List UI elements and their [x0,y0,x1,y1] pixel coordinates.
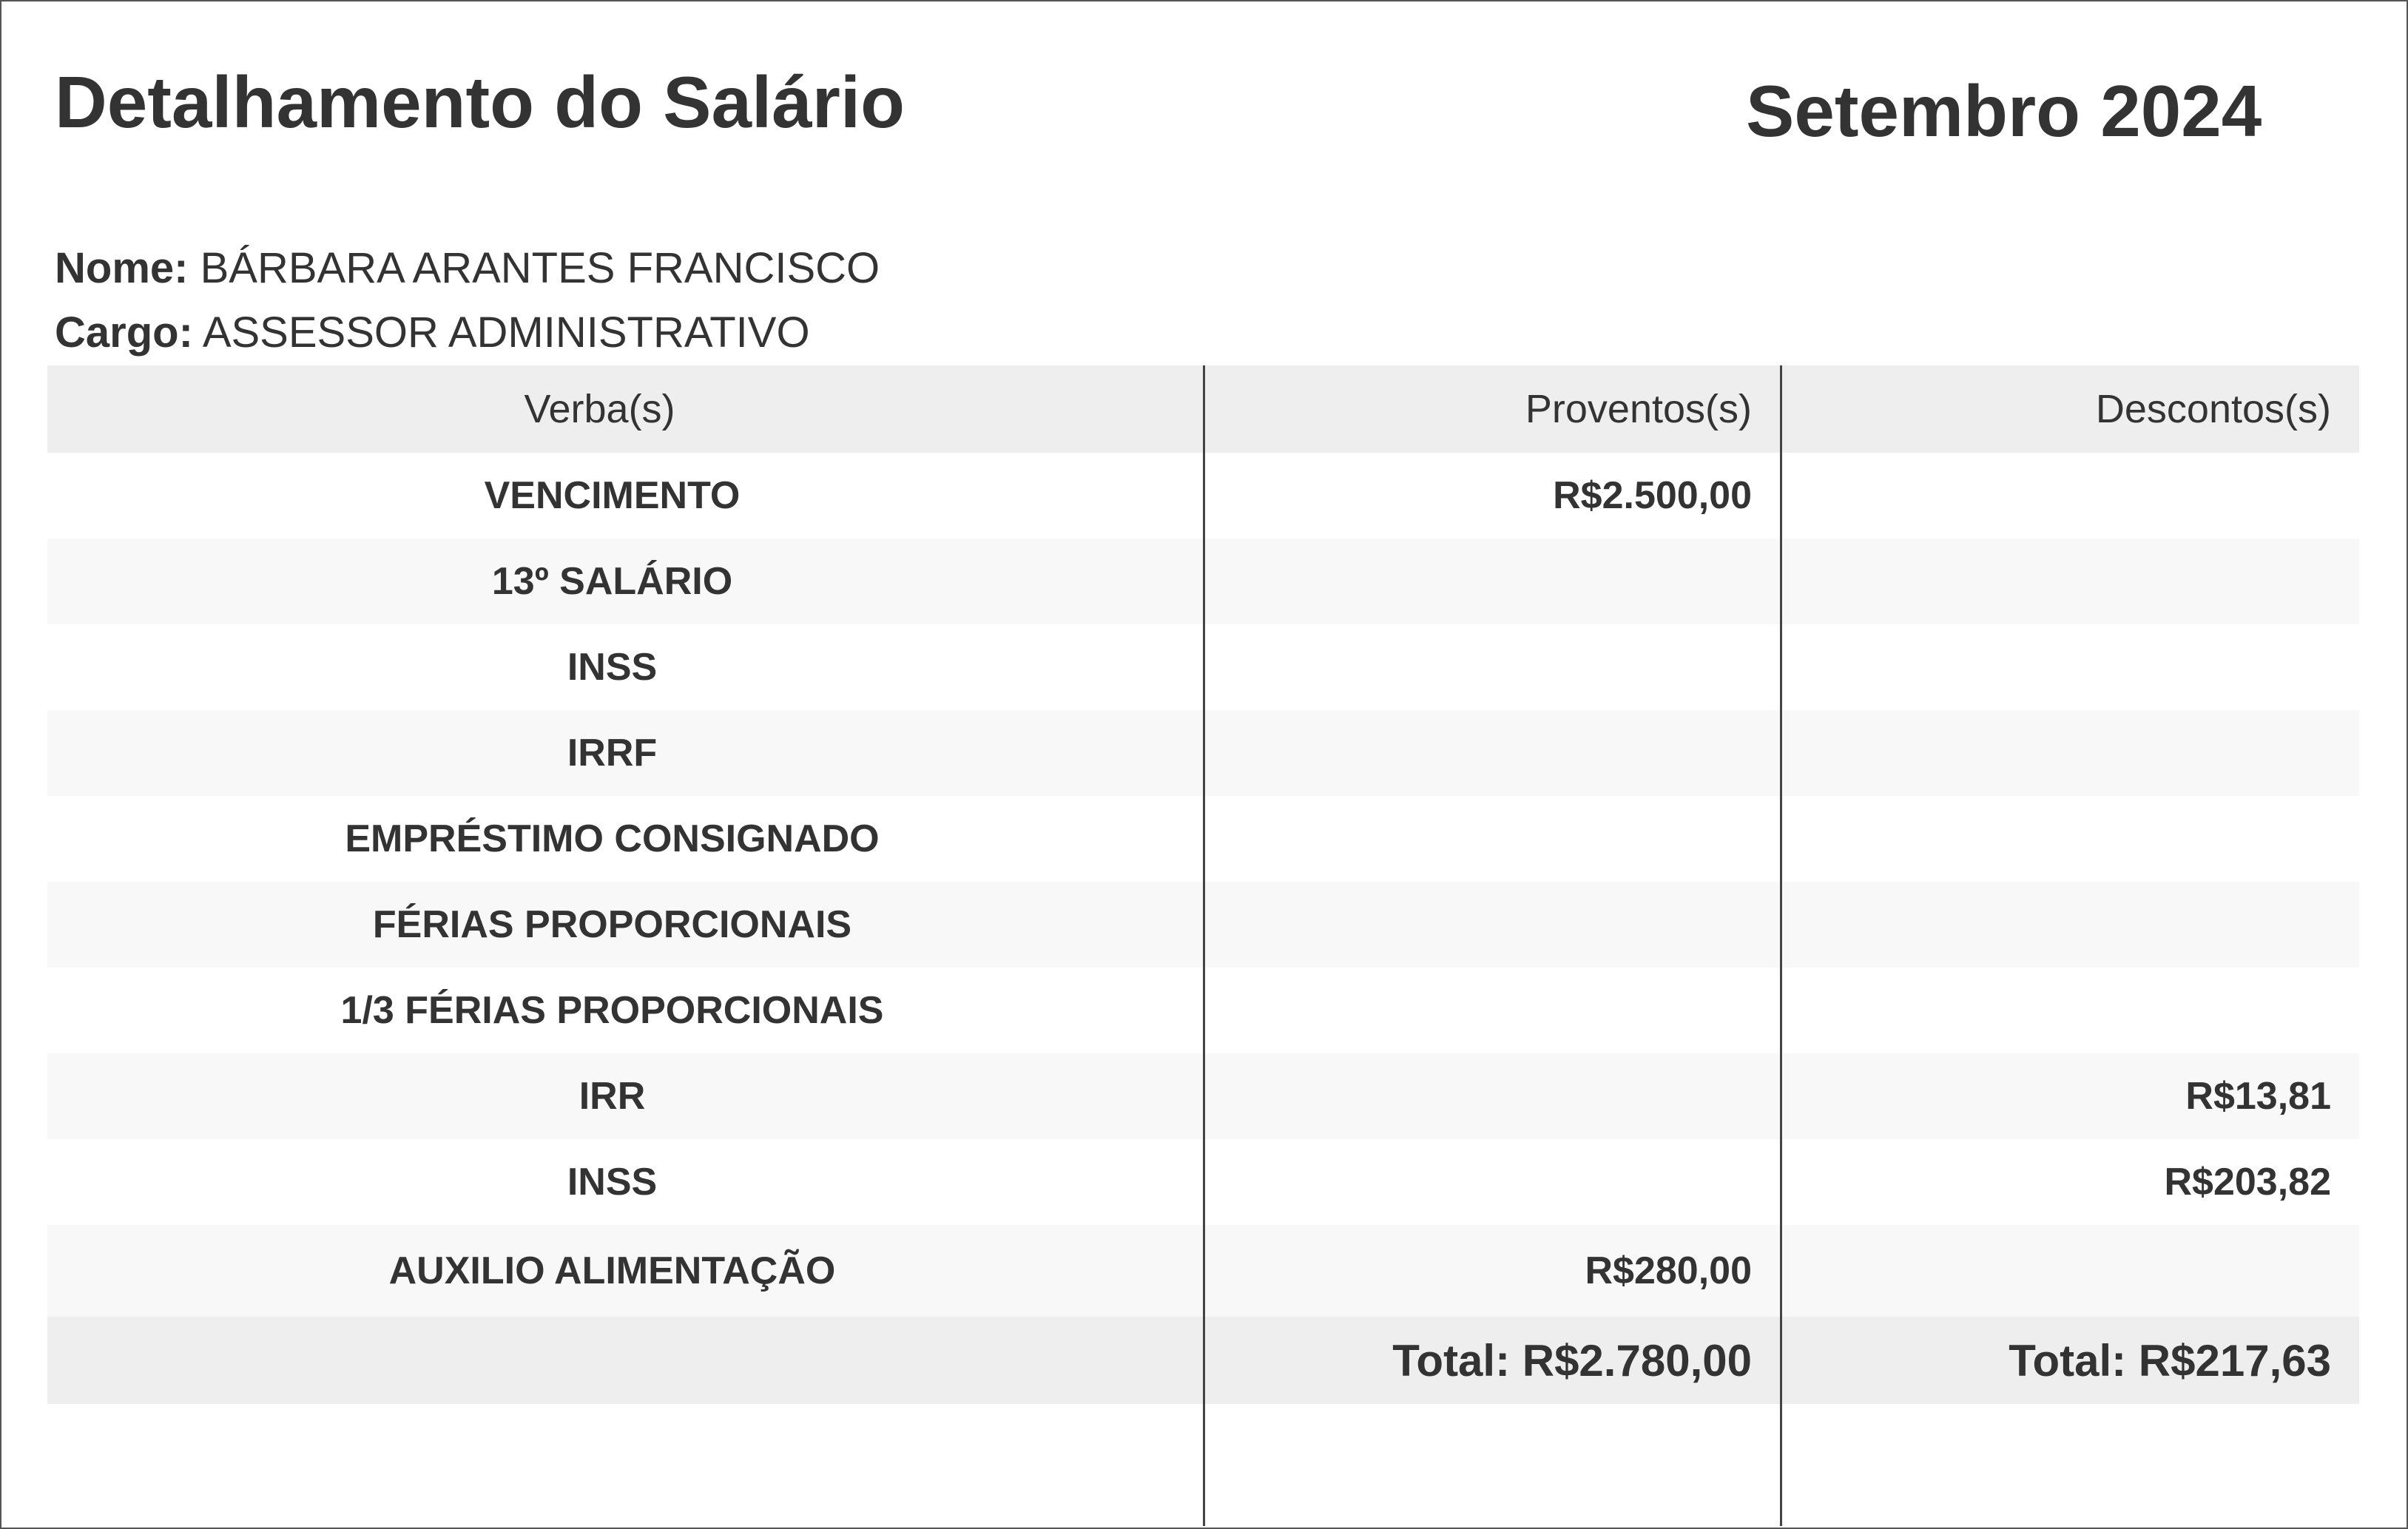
page-title: Detalhamento do Salário [55,61,905,143]
role-value: ASSESSOR ADMINISTRATIVO [202,308,810,357]
provento-cell [1204,624,1781,710]
total-proventos: Total: R$2.780,00 [1392,1335,1752,1385]
verba-cell: 13º SALÁRIO [491,560,733,603]
verba-cell: INSS [567,1161,658,1204]
column-header-descontos: Descontos(s) [2095,387,2331,431]
desconto-cell [1781,710,2359,796]
name-value: BÁRBARA ARANTES FRANCISCO [200,244,880,292]
verba-cell: EMPRÉSTIMO CONSIGNADO [345,817,880,860]
desconto-cell [1781,624,2359,710]
column-divider [1203,365,1205,1526]
provento-cell [1204,882,1781,968]
provento-cell [1204,1053,1781,1139]
total-descontos: Total: R$217,63 [2009,1335,2331,1385]
verba-cell: AUXILIO ALIMENTAÇÃO [388,1249,836,1292]
provento-cell [1204,539,1781,624]
desconto-cell [1781,882,2359,968]
desconto-cell [1781,539,2359,624]
desconto-cell [1781,453,2359,539]
verba-cell: 1/3 FÉRIAS PROPORCIONAIS [340,989,884,1032]
desconto-cell: R$203,82 [2164,1161,2331,1204]
verba-cell: INSS [567,646,658,689]
desconto-cell [1781,1225,2359,1317]
verba-cell: IRR [579,1075,646,1118]
column-header-proventos: Proventos(s) [1525,387,1752,431]
employee-name [55,243,880,294]
role-label: Cargo: [55,308,193,357]
column-divider [1780,365,1782,1526]
period-label: Setembro 2024 [1746,70,2262,152]
provento-cell [1204,968,1781,1053]
employee-role [55,307,810,359]
provento-cell: R$280,00 [1585,1249,1752,1292]
provento-cell [1204,796,1781,882]
provento-cell [1204,710,1781,796]
desconto-cell [1781,796,2359,882]
provento-cell [1204,1139,1781,1225]
verba-cell: IRRF [567,732,658,774]
totals-empty-cell [47,1317,1204,1404]
desconto-cell: R$13,81 [2185,1075,2331,1118]
provento-cell: R$2.500,00 [1553,474,1752,517]
name-label: Nome: [55,244,189,292]
desconto-cell [1781,968,2359,1053]
column-header-verba: Verba(s) [524,387,675,431]
verba-cell: VENCIMENTO [484,474,741,517]
verba-cell: FÉRIAS PROPORCIONAIS [372,903,852,946]
